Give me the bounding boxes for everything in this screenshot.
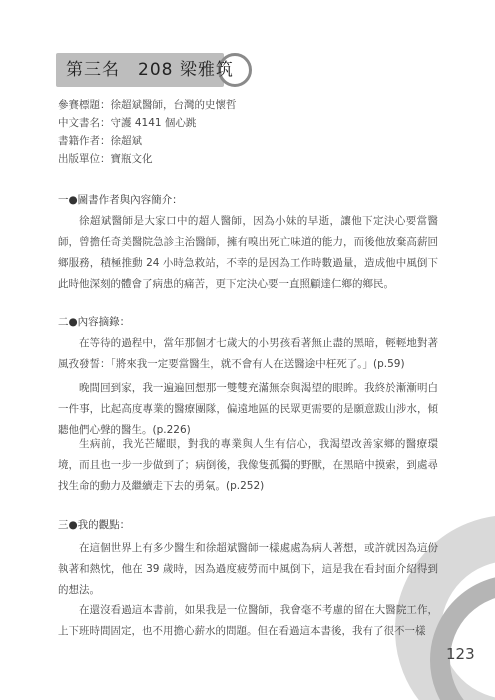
excerpt-paragraph-2: 晚間回到家，我一遍遍回想那一雙雙充滿無奈與渴望的眼眸。我終於漸漸明白一件事，比起高度專業的醫療團隊，偏遠地區的民眾更需要的是願意跋山涉水，傾聽他們心聲的醫生。(p.226): [58, 382, 438, 436]
meta-entry-title: 參賽標題：徐超斌醫師，台灣的史懷哲: [58, 99, 237, 111]
meta-author: 書籍作者：徐超斌: [58, 135, 142, 147]
meta-publisher: 出版單位：寶瓶文化: [58, 153, 153, 165]
intro-paragraph: 徐超斌醫師是大家口中的超人醫師，因為小妹的早逝，讓他下定決心要當醫師，曾擔任奇美醫院急診主治醫師，擁有嗅出死亡味道的能力，而後他放棄高薪回鄉服務，積極推動 24 小時急救站，不幸的是因為工作時數過量，造成他中風倒下此時他深刻的體會了病患的痛苦，更下定決心要一直照顧達仁鄉的鄉民。: [58, 215, 438, 290]
meta-book-name: 中文書名：守護 4141 個心跳: [58, 117, 197, 129]
opinion-paragraph-1: 在這個世界上有多少醫生和徐超斌醫師一樣處處為病人著想，或許就因為這份執著和熱忱，他在 39 歲時，因為過度疲勞而中風倒下，這是我在看封面介紹得到的想法。: [58, 542, 438, 596]
opinion-paragraph-2: 在還沒看過這本書前，如果我是一位醫師，我會毫不考慮的留在大醫院工作，上下班時間固定，也不用擔心薪水的問題。但在看過這本書後，我有了很不一樣: [58, 604, 438, 637]
section-heading-excerpts: 二●內容摘錄：: [58, 316, 131, 328]
excerpt-paragraph-3: 生病前，我光芒耀眼，對我的專業與人生有信心，我渴望改善家鄉的醫療環境，而且也一步一步做到了；病倒後，我像隻孤獨的野獸，在黑暗中摸索，到處尋找生命的動力及繼續走下去的勇氣。(p.252): [58, 438, 438, 492]
book-meta: [58, 96, 237, 168]
excerpt-paragraph-1: 在等待的過程中，當年那個才七歲大的小男孩看著無止盡的黑暗，輕輕地對著風孜發誓：「將來我一定要當醫生，就不會有人在送醫途中枉死了。」(p.59): [58, 337, 438, 370]
page-title: 第三名 208 梁雅筑: [66, 60, 234, 80]
page-number: 123: [446, 645, 475, 663]
section-heading-intro: 一●圖書作者與內容簡介：: [58, 194, 183, 206]
section-heading-opinion: 三●我的觀點：: [58, 519, 131, 531]
